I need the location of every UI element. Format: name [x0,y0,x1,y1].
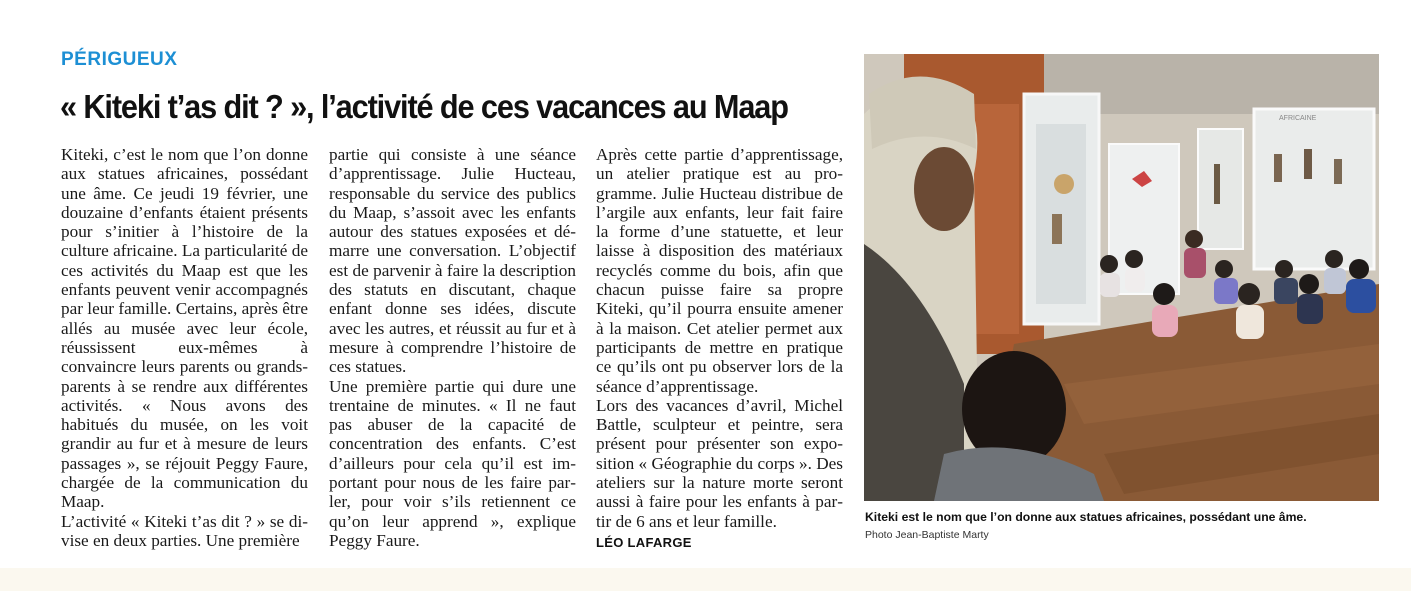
article-headline: « Kiteki t’as dit ? », l’activité de ces vacances au Maap [60,88,788,125]
photo-illustration [864,54,1379,501]
article-photo [864,54,1379,501]
paragraph: L’activité « Kiteki t’as dit ? » se divise en deux parties. Une première [61,511,308,550]
paragraph: Après cette partie d’apprentissage, un atelier pratique est au programme. Julie Hucteau distribue de l’argile aux enfants, leur fait faire la forme d’une statuette, et leur laisse à disposition des matériaux recyclés comme du bois, afin que chacun puisse faire sa propre Kiteki, qu’il pourra ensuite amener à la maison. Cet atelier permet aux participants de mettre en pratique ce qu’ils ont pu observer lors de la séance d’apprentissage. [596,145,843,396]
paragraph: Une première partie qui dure une trentaine de minutes. « Il ne faut pas abuser de la capacité de concentration des enfants. C’est d’ailleurs pour cela qu’il est important pour nous de les faire parler, pour voir s’ils retiennent ce qu’on leur apprend », explique Peggy Faure. [329,376,576,550]
author-byline: LÉO LAFARGE [596,534,692,550]
article-column-1 [61,145,308,550]
paragraph: partie qui consiste à une séance d’apprentissage. Julie Hucteau, responsable du service des publics du Maap, s’assoit avec les enfants autour des statues exposées et démarre une conversation. L’objectif est de parvenir à faire la description des statuts en discutant, chaque enfant donne ses idées, discute avec les autres, et réussit au fur et à mesure à comprendre l’histoire de ces statues. [329,145,576,377]
page-bottom-margin [0,568,1411,591]
article-column-3 [596,145,843,552]
section-kicker: PÉRIGUEUX [61,49,178,70]
vitrine-sign: AFRICAINE [1279,115,1317,122]
article-column-2 [329,145,576,550]
paragraph: Kiteki, c’est le nom que l’on donne aux statues africaines, possédant une âme. Ce jeudi 19 février, une douzaine d’enfants étaient présents pour s’initier à l’histoire de la culture africaine. La particularité de ces activités du Maap est que les enfants peuvent venir accompagnés par leur famille. Certains, après être allés au musée avec leur école, réussissent eux-mêmes à convaincre leurs parents ou grands-parents à se rendre aux différentes activités. « Nous avons des habitués du musée, on les voit grandir au fur et à mesure de leurs passages », se réjouit Peggy Faure, chargée de la communication du Maap. [61,145,308,512]
paragraph: Lors des vacances d’avril, Michel Battle, sculpteur et peintre, sera présent pour présenter son exposition « Géographie du corps ». Des ateliers sur la nature morte seront aussi à faire pour les enfants à partir de 6 ans et leur famille. [596,395,843,531]
photo-credit: Photo Jean-Baptiste Marty [865,529,989,541]
photo-caption: Kiteki est le nom que l’on donne aux statues africaines, possédant une âme. [865,510,1307,524]
